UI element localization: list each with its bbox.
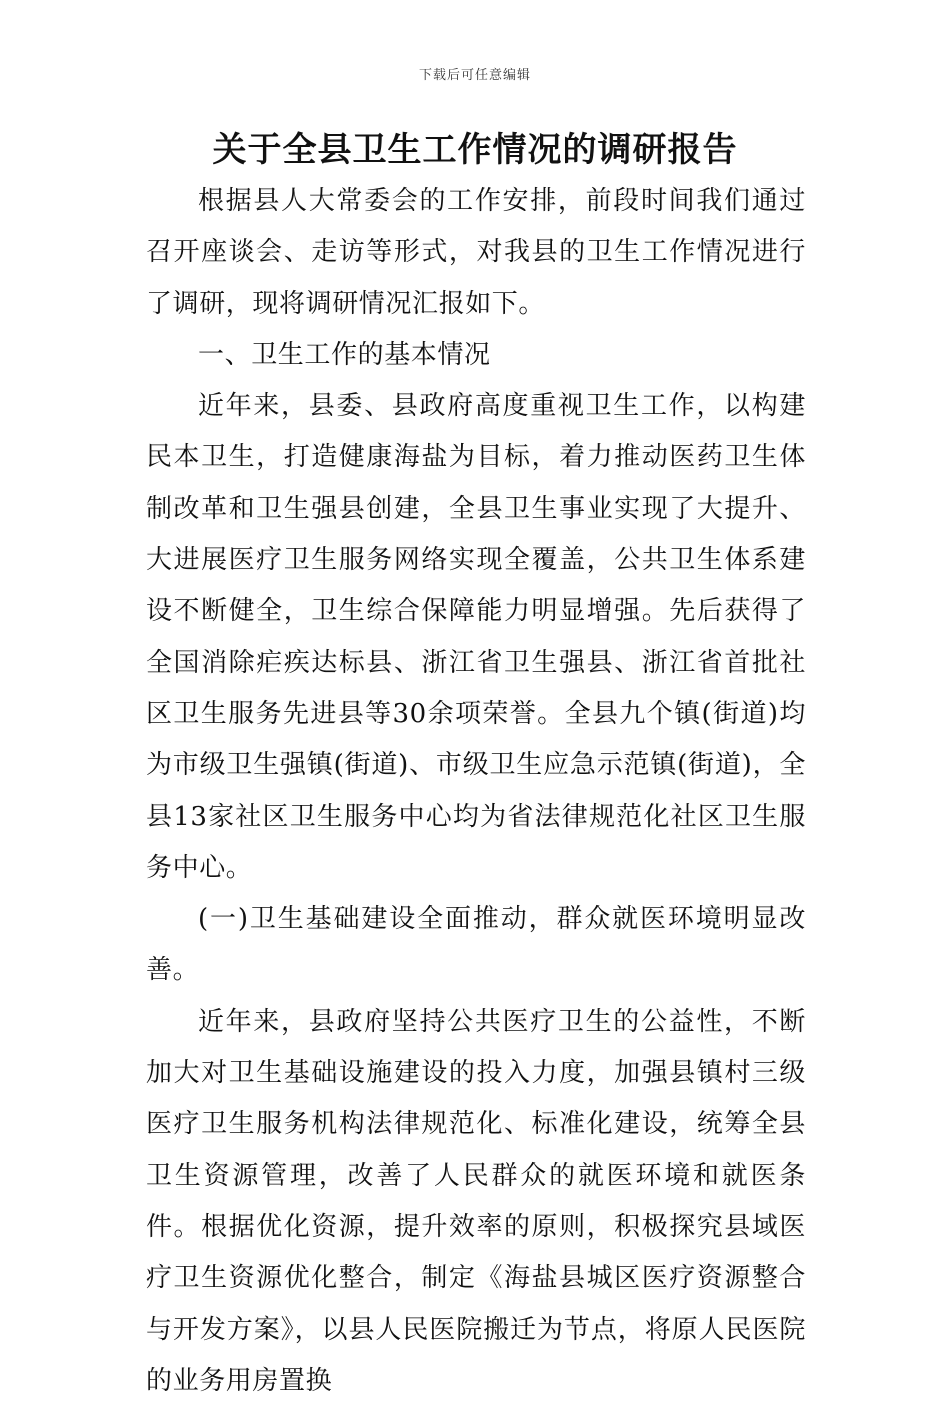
header-note: 下载后可任意编辑 <box>418 68 531 83</box>
paragraph-intro: 根据县人大常委会的工作安排，前段时间我们通过召开座谈会、走访等形式，对我县的卫生工作情况进行了调研，现将调研情况汇报如下。 <box>146 186 806 319</box>
document-body <box>146 176 806 1407</box>
paragraph-infrastructure: 近年来，县政府坚持公共医疗卫生的公益性，不断加大对卫生基础设施建设的投入力度，加强县镇村三级医疗卫生服务机构法律规范化、标准化建设，统筹全县卫生资源管理，改善了人民群众的就医环境和就医条件。根据优化资源，提升效率的原则，积极探究县域医疗卫生资源优化整合，制定《海盐县城区医疗资源整合与开发方案》，以县人民医院搬迁为节点，将原人民医院的业务用房置换 <box>146 1006 806 1396</box>
paragraph-overview: 近年来，县委、县政府高度重视卫生工作，以构建民本卫生，打造健康海盐为目标，着力推动医药卫生体制改革和卫生强县创建，全县卫生事业实现了大提升、大进展医疗卫生服务网络实现全覆盖，公共卫生体系建设不断健全，卫生综合保障能力明显增强。先后获得了全国消除疟疾达标县、浙江省卫生强县、浙江省首批社区卫生服务先进县等30余项荣誉。全县九个镇(街道)均为市级卫生强镇(街道)、市级卫生应急示范镇(街道)，全县13家社区卫生服务中心均为省法律规范化社区卫生服务中心。 <box>146 391 806 883</box>
section-heading-basic-situation: 一、卫生工作的基本情况 <box>198 339 491 370</box>
subsection-heading-infrastructure: (一)卫生基础建设全面推动，群众就医环境明显改善。 <box>146 904 806 986</box>
document-title: 关于全县卫生工作情况的调研报告 <box>212 130 738 170</box>
